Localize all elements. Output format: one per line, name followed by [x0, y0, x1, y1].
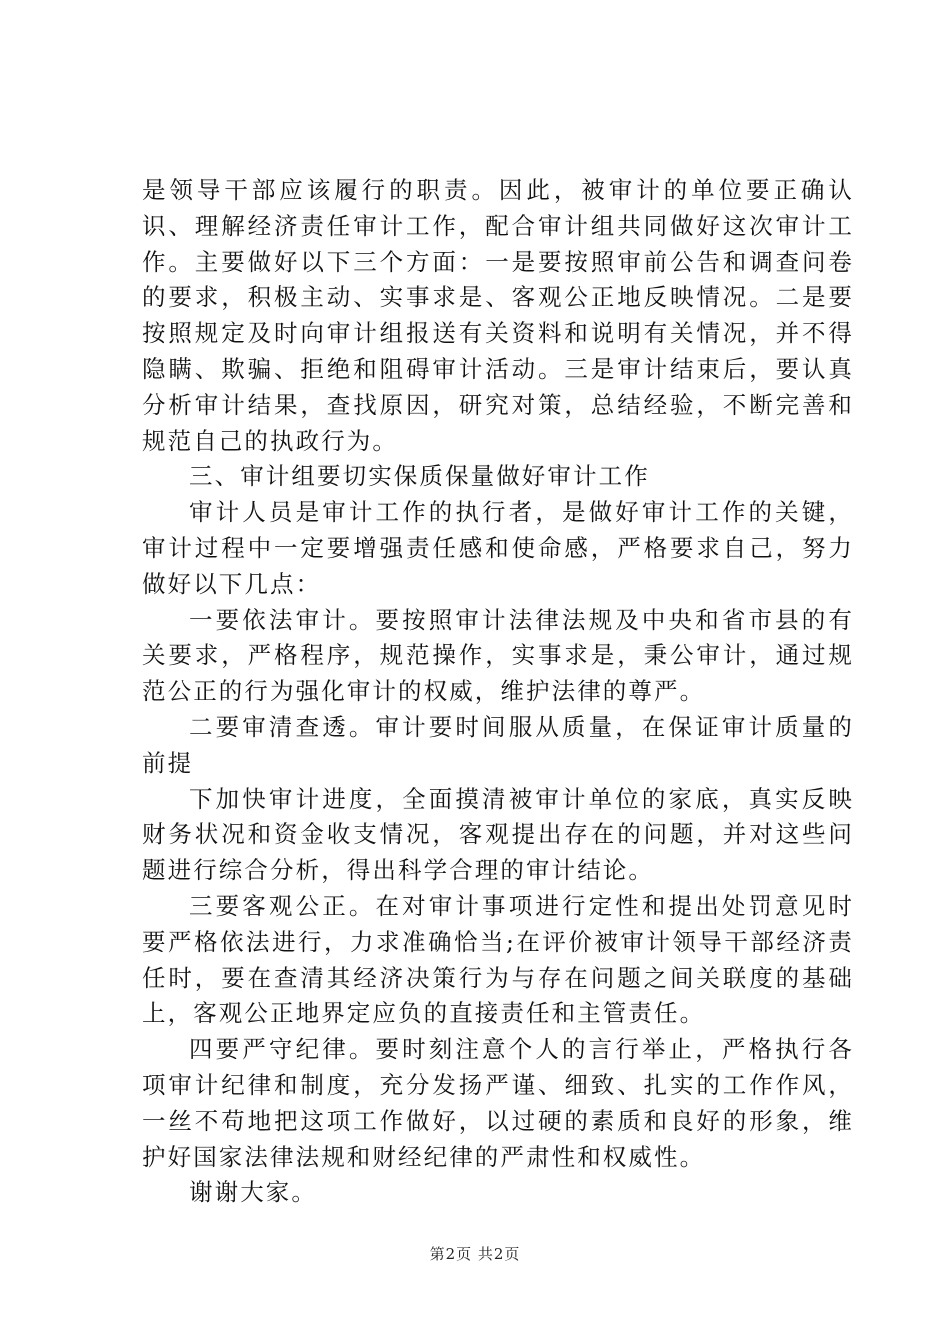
- paragraph-point-four: 四要严守纪律。要时刻注意个人的言行举止，严格执行各项审计纪律和制度，充分发扬严谨、细致、扎实的工作作风，一丝不苟地把这项工作做好，以过硬的素质和良好的形象，维护好国家法律法规和财经纪律的严肃性和权威性。: [142, 1035, 854, 1171]
- paragraph-auditors-role: 审计人员是审计工作的执行者，是做好审计工作的关键，审计过程中一定要增强责任感和使命感，严格要求自己，努力做好以下几点：: [142, 498, 854, 598]
- closing-thanks: 谢谢大家。: [189, 1178, 317, 1207]
- paragraph-point-three: 三要客观公正。在对审计事项进行定性和提出处罚意见时要严格依法进行，力求准确恰当;在评价被审计领导干部经济责任时，要在查清其经济决策行为与存在问题之间关联度的基础上，客观公正地界定应负的直接责任和主管责任。: [142, 891, 854, 1028]
- section-heading-three: 三、审计组要切实保质保量做好审计工作: [189, 462, 650, 491]
- document-body: [142, 173, 854, 1211]
- paragraph-point-two: 二要审清查透。审计要时间服从质量，在保证审计质量的前提: [142, 712, 854, 777]
- paragraph-continuation: 是领导干部应该履行的职责。因此，被审计的单位要正确认识、理解经济责任审计工作，配合审计组共同做好这次审计工作。主要做好以下三个方面：一是要按照审前公告和调查问卷的要求，积极主动、实事求是、客观公正地反映情况。二是要按照规定及时向审计组报送有关资料和说明有关情况，并不得隐瞒、欺骗、拒绝和阻碍审计活动。三是审计结束后，要认真分析审计结果，查找原因，研究对策，总结经验，不断完善和规范自己的执政行为。: [142, 176, 854, 455]
- paragraph-point-two-continued: 下加快审计进度，全面摸清被审计单位的家底，真实反映财务状况和资金收支情况，客观提出存在的问题，并对这些问题进行综合分析，得出科学合理的审计结论。: [142, 784, 854, 885]
- page-number-footer: 第2页 共2页: [429, 1245, 521, 1263]
- paragraph-point-one: 一要依法审计。要按照审计法律法规及中央和省市县的有关要求，严格程序，规范操作，实事求是，秉公审计，通过规范公正的行为强化审计的权威，维护法律的尊严。: [142, 605, 854, 706]
